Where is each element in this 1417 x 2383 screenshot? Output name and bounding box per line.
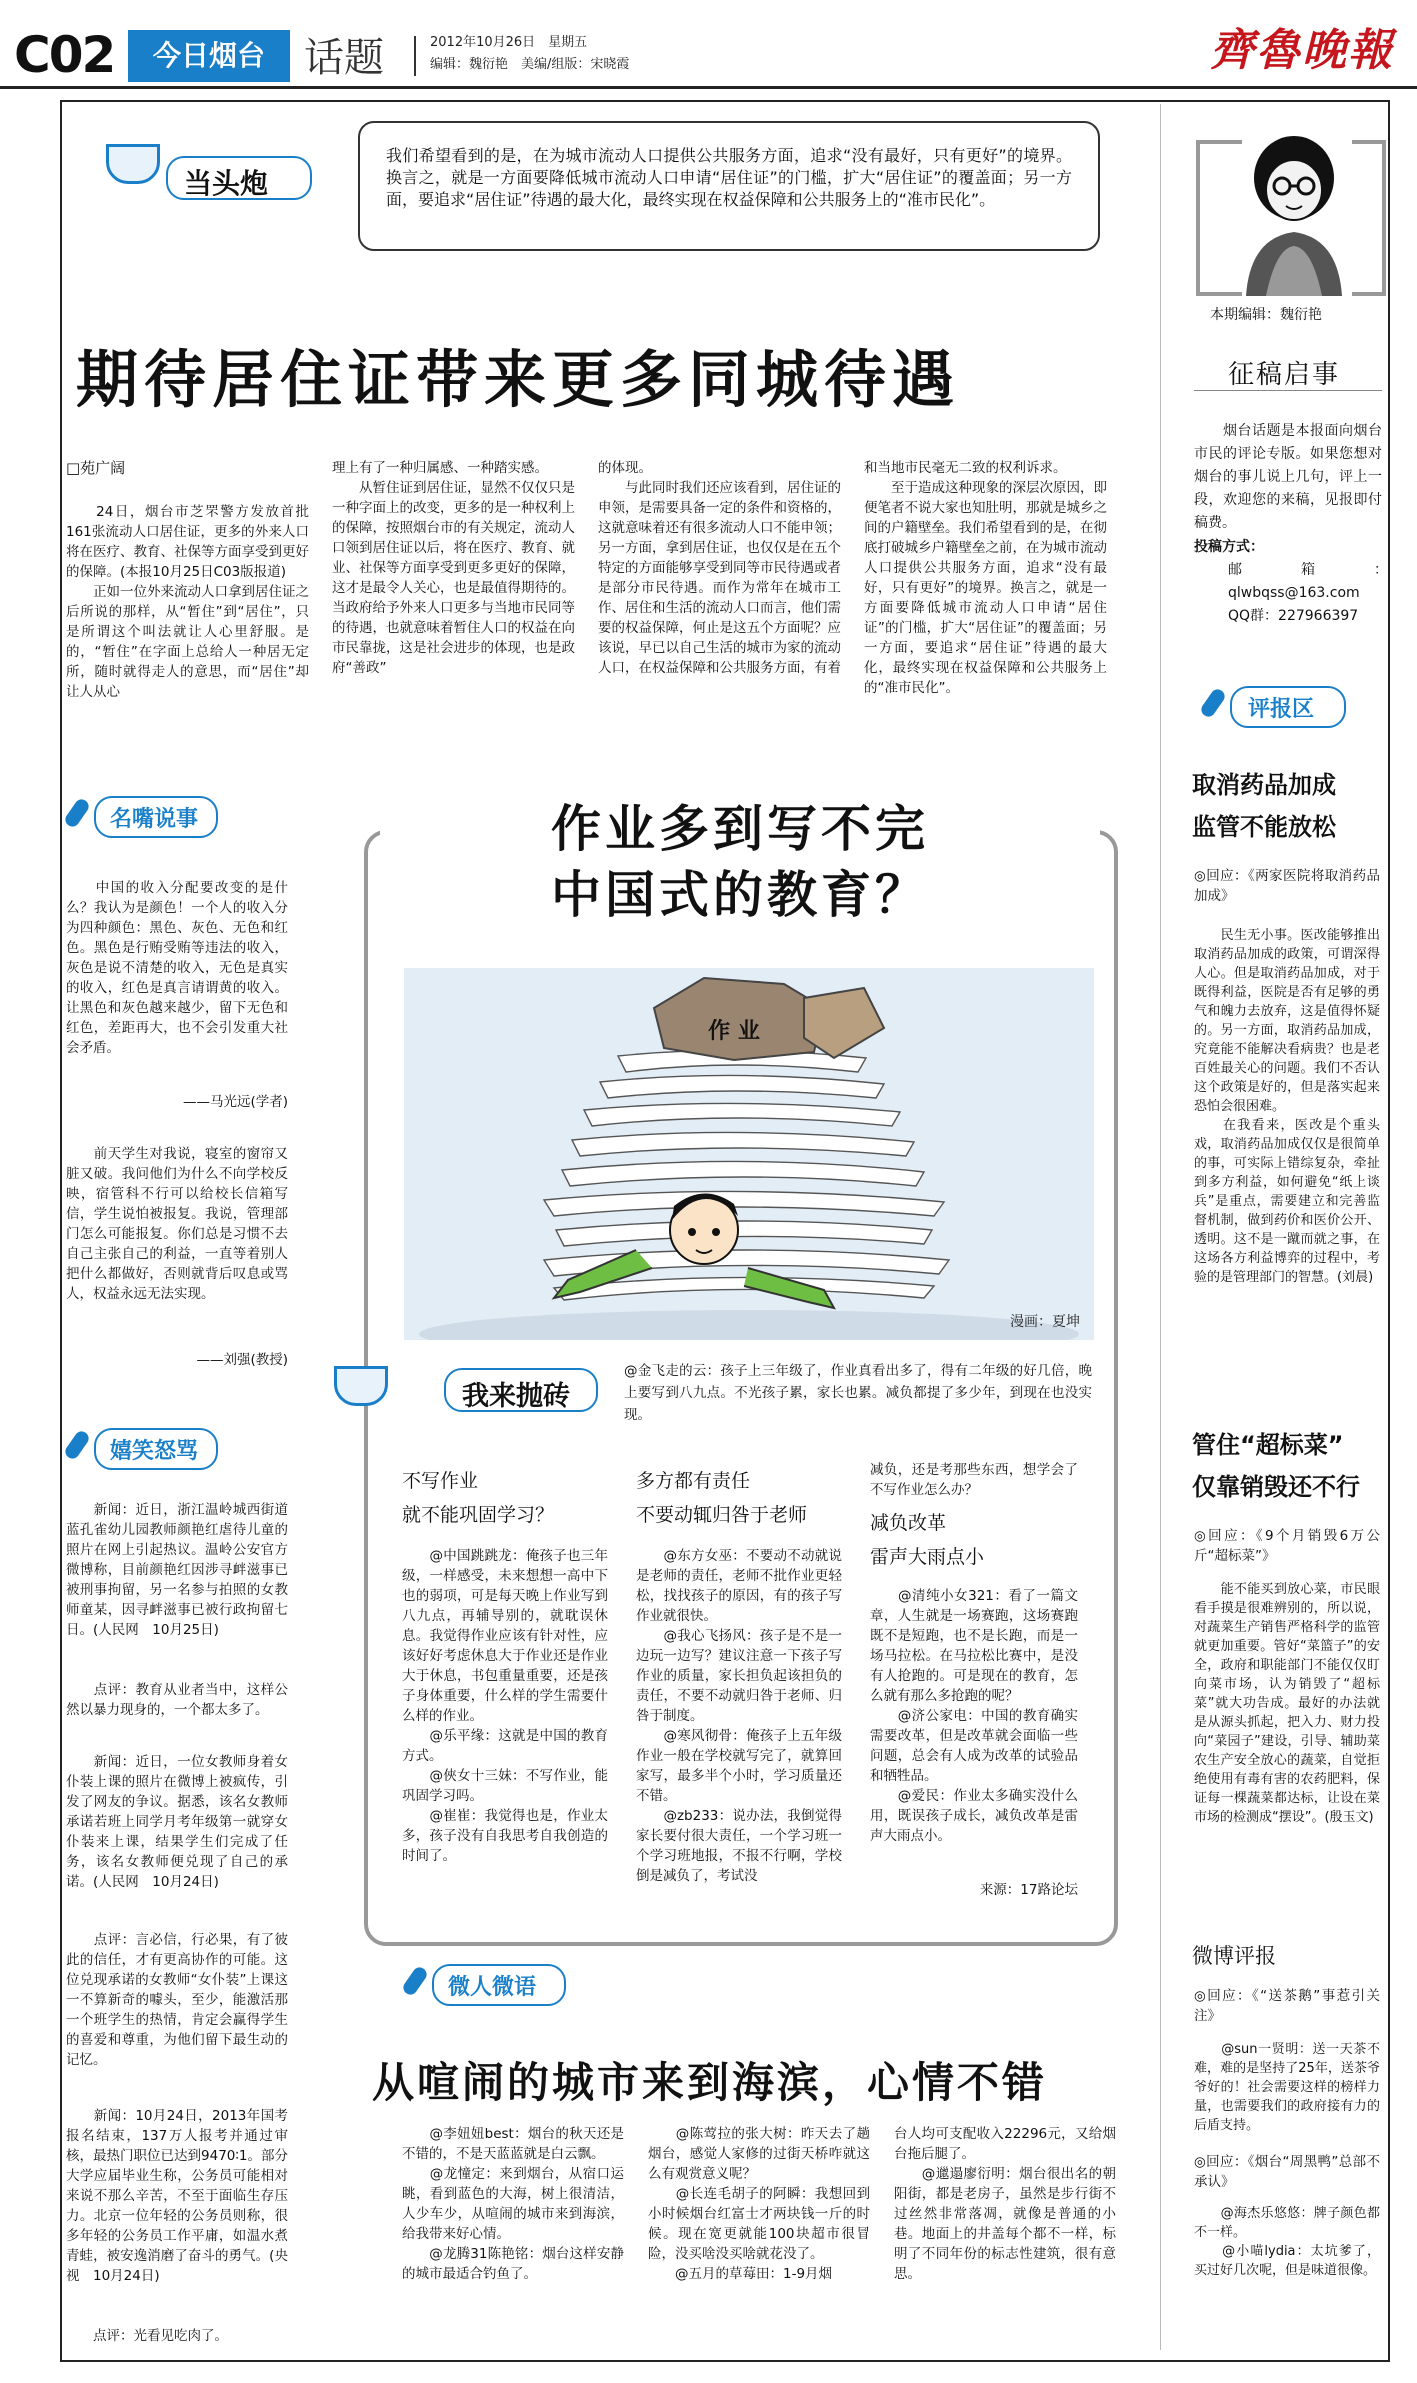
edu-col2-title-2: 不要动辄归咎于老师 [636, 1504, 808, 1526]
lead-col-2: 理上有了一种归属感、一种踏实感。 从暂住证到居住证，显然不仅仅只是一种字面上的改变，更多的是一种权利上的保障，按照烟台市的有关规定，流动人口领到居住证以后，将在医疗、教育、就业、社保等方面享受到更多更好的保障，这才是最令人关心，也是最值得期待的。当政府给予外来人口更多与当地市民同等的待遇，也就意味着暂住人口的权益在向市民靠拢，这是社会进步的体现，也是政府“善政” [332, 460, 575, 676]
section-tab: 今日烟台 [128, 30, 290, 82]
coffee-cup-icon [106, 144, 160, 184]
xixiao-comment-1: 点评：教育从业者当中，这样公然以暴力现身的，一个都太多了。 [66, 1682, 288, 1718]
microphone-icon [401, 1965, 430, 1998]
pingbao-headline-3: 微博评报 [1192, 1944, 1276, 1968]
education-intro: @金飞走的云：孩子上三年级了，作业真看出多了，得有二年级的好几倍，晚上要写到八九点。不光孩子累，家长也累。减负都提了多少年，到现在也没实现。 [624, 1363, 1092, 1423]
pingbao-headline-2 [1192, 1424, 1388, 1508]
pingbao-headline-1b: 监管不能放松 [1192, 813, 1336, 841]
badge-xixiaonuma [64, 1424, 224, 1472]
weibo-col-1: @李妞妞best：烟台的秋天还是不错的，不是天蓝蓝就是白云飘。 @龙憧定：来到烟台，从宿口运眺，看到蓝色的大海，树上很清洁，人少车少，从喧闹的城市来到海滨，给我带来好心情。 @龙腾31陈艳铭：烟台这样安静的城市最适合钓鱼了。 [402, 2126, 624, 2282]
page-number: C02 [14, 26, 115, 84]
microphone-icon [63, 797, 92, 830]
contact-email [1228, 559, 1388, 605]
contact-qq: QQ群：227966397 [1228, 608, 1359, 624]
editor-portrait-icon [1236, 128, 1352, 296]
edu-source: 来源：17路论坛 [979, 1882, 1078, 1898]
edu-col3-title [870, 1506, 984, 1574]
lead-col-1: 24日，烟台市芝罘警方发放首批161张流动人口居住证，更多的外来人口将在医疗、教育、社保等方面享受到更好的保障。(本报10月25日C03版报道) 正如一位外来流动人口拿到居住证之后所说的那样，从“暂住”到“居住”，只是所谓这个叫法就让人心里舒服。是的，“暂住”在字面上总给人一种居无定所，随时就得走人的意思，而“居住”却让人从心 [66, 504, 309, 700]
call-title-rule [1194, 390, 1382, 391]
pingbao-text-2: 能不能买到放心菜，市民眼看手摸是很难辨别的，所以说，对蔬菜生产销售严格科学的监管就更加重要。管好“菜篮子”的安全，政府和职能部门不能仅仅盯向菜市场，认为销毁了“超标菜”就大功告成。最好的办法就是从源头抓起，把入力、财力投向“菜园子”建设，引导、辅助菜农生产安全放心的蔬菜，自觉拒绝使用有毒有害的农药肥料，保证每一棵蔬菜都达标，让设在菜市场的检测成“摆设”。(殷玉文) [1194, 1582, 1380, 1825]
edu-col1-title [402, 1464, 554, 1532]
badge-weirenweiyu [402, 1960, 582, 2008]
edu-col2-title [636, 1464, 807, 1532]
edu-col2-text: @东方女巫：不要动不动就说是老师的责任，老师不批作业更轻松，找找孩子的原因，有的孩子写作业就很快。 @我心飞扬风：孩子是不是一边玩一边写？建议注意一下孩子写作业的质量，家长担负起该担负的责任，不要不动就归咎于老师、归咎于制度。 @寒风彻骨：俺孩子上五年级作业一般在学校就写完了，就算回家写，最多半个小时，学习质量还不错。 @zb233：说办法，我倒觉得家长要付很大责任，一个学习班一个学习班地报，不报不行啊，学校倒是减负了，考试没 [636, 1548, 842, 1884]
badge-mingzuishuoshi [64, 792, 224, 840]
edu-col2-title-1: 多方都有责任 [636, 1470, 751, 1492]
editor-caption: 本期编辑：魏衍艳 [1210, 307, 1322, 323]
education-headline [400, 796, 1080, 928]
header-date: 2012年10月26日 星期五 [430, 35, 588, 50]
pingbao-text-1: 民生无小事。医改能够推出取消药品加成的政策，可谓深得人心。但是取消药品加成，对于既得利益，医院是否有足够的勇气和魄力去放弃，这是值得怀疑的。另一方面，取消药品加成，究竟能不能解决看病贵？也是老百姓最关心的问题。我们不否认这个政策是好的，但是落实起来恐怕会很困难。 在我看来，医改是个重头戏，取消药品加成仅仅是很简单的事，可实际上错综复杂，牵扯到多方利益，如何避免“纸上谈兵”是重点，需要建立和完善监督机制，做到药价和医价公开、透明。这不是一蹴而就之事，在这场各方利益博弈的过程中，考验的是管理部门的智慧。(刘晨) [1194, 928, 1380, 1285]
lead-headline: 期待居住证带来更多同城待遇 [76, 343, 961, 416]
contact-label: 投稿方式： [1194, 539, 1264, 555]
mingzui-sig-1: ——马光远(学者) [182, 1094, 288, 1110]
pingbao-text-4: @海杰乐悠悠：牌子颜色都不一样。 @小喵lydia：太坑爹了，买过好几次呢，但是味道很像。 [1194, 2206, 1380, 2278]
lead-quote: 我们希望看到的是，在为城市流动人口提供公共服务方面，追求“没有最好，只有更好”的境界。换言之，就是一方面要降低城市流动人口申请“居住证”的门槛，扩大“居住证”的覆盖面；另一方面，要追求“居住证”待遇的最大化，最终实现在权益保障和公共服务上的“准市民化”。 [386, 146, 1072, 209]
mingzui-sig-2: ——刘强(教授) [196, 1352, 288, 1368]
lead-col-4: 和当地市民毫无二致的权利诉求。 至于造成这种现象的深层次原因，即便笔者不说大家也知肚明，那就是城乡之间的户籍壁垒。我们希望看到的是，在彻底打破城乡户籍壁垒之前，在为城市流动人口提供公共服务方面，追求“没有最好，只有更好”的境界。换言之，就是一方面要降低城市流动人口申请“居住证”的门槛，扩大“居住证”的覆盖面；另一方面，要追求“居住证”待遇的最大化，最终实现在权益保障和公共服务上的“准市民化”。 [864, 460, 1107, 696]
xixiao-comment-3: 点评：光看见吃肉了。 [66, 2328, 228, 2344]
badge-label: 名嘴说事 [110, 807, 199, 832]
lead-col-3: 的体现。 与此同时我们还应该看到，居住证的申领，是需要具备一定的条件和资格的，这就意味着还有很多流动人口不能申领；另一方面，拿到居住证，也仅仅是在五个特定的方面能够享受到同等市民待遇或者是部分市民待遇。而作为常年在城市工作、居住和生活的流动人口而言，他们需要的权益保障，何止是这五个方面呢？应该说，早已以自己生活的城市为家的流动人口，在权益保障和公共服务方面，有着 [598, 460, 841, 676]
badge-dangtoupao [76, 134, 316, 204]
lead-quote-bubble [358, 121, 1100, 251]
badge-label: 我来抛砖 [462, 1381, 570, 1412]
edu-col1-text: @中国跳跳龙：俺孩子也三年级，一样感受，未来想想一高中下也的弱项，可是每天晚上作业写到八九点，再辅导别的，就耽误休息。我觉得作业应该有针对性，应该好好考虑休息大于作业还是作业大于休息，书包重量重要，还是孩子身体重要，什么样的学生需要什么样的作业。 @乐平缘：这就是中国的教育方式。 @俠女十三妹：不写作业，能巩固学习吗。 @崔崔：我觉得也是，作业太多，孩子没有自我思考自我创造的时间了。 [402, 1548, 608, 1864]
mingzui-para-2: 前天学生对我说，寝室的窗帘又脏又破。我问他们为什么不向学校反映，宿管科不行可以给校长信箱写信，学生说怕被报复。我说，管理部门怎么可能报复。你们总是习惯不去自己主张自己的利益，一直等着别人把什么都做好，否则就背后叹息或骂人，权益永远无法实现。 [66, 1146, 288, 1302]
xixiao-news-1: 新闻：近日，浙江温岭城西街道蓝孔雀幼儿园教师颜艳红虐待儿童的照片在网上引起热议。温岭公安官方微博称，目前颜艳红因涉寻衅滋事已被刑事拘留，另一名参与拍照的女教师童某，因寻衅滋事已被行政拘留七日。(人民网 10月25日) [66, 1502, 288, 1638]
header-divider [414, 36, 416, 76]
edu-col3-title-2: 雷声大雨点小 [870, 1546, 985, 1568]
pingbao-ref-1: ◎回应：《两家医院将取消药品加成》 [1194, 868, 1380, 904]
homework-cartoon [404, 968, 1094, 1340]
weibo-col-3: 台人均可支配收入22296元，又给烟台拖后腿了。 @邋遢廖衍明：烟台很出名的朝阳街，都是老房子，虽然是步行街不过丝然非常落凋，就像是普通的小巷。地面上的井盖每个都不一样，标明了不同年份的标志性建筑，很有意思。 [894, 2126, 1116, 2282]
pingbao-text-3: @sun一贤明：送一天茶不难，难的是坚持了25年，送茶爷爷好的！社会需要这样的榜样力量，也需要我们的政府接有力的后盾支持。 [1194, 2042, 1380, 2133]
newspaper-logo: 齊魯晚報 [1210, 25, 1394, 76]
cartoon-label: 作 业 [708, 1019, 760, 1044]
badge-wolaipaozhuan [306, 1354, 616, 1418]
pingbao-headline-2a: 管住“超标菜” [1192, 1431, 1344, 1459]
pingbao-ref-3: ◎回应：《“送茶鹅”事惹引关注》 [1194, 1988, 1380, 2024]
lead-byline: □苑广阔 [66, 459, 126, 477]
call-for-papers-text: 烟台话题是本报面向烟台市民的评论专版。如果您想对烟台的事儿说上几句，评上一段，欢迎您的来稿，见报即付稿费。 [1194, 423, 1382, 531]
badge-label: 嬉笑怒骂 [110, 1439, 199, 1464]
header-rule [0, 86, 1417, 89]
cartoon-credit: 漫画：夏坤 [1010, 1314, 1080, 1330]
badge-label: 当头炮 [184, 167, 269, 200]
pingbao-headline-1 [1192, 764, 1388, 848]
microphone-icon [63, 1429, 92, 1462]
right-column-divider [1160, 104, 1161, 2350]
edu-col3-title-1: 减负改革 [870, 1512, 947, 1534]
weibo-col-2: @陈莺拉的张大树：昨天去了趟烟台，感觉人家修的过街天桥咋就这么有观赏意义呢？ @长连毛胡子的阿瞬：我想回到小时候烟台红富士才两块钱一斤的时候。现在宽更就能100块超市很冒险，没买啥没买啥就花没了。 @五月的草莓田：1-9月烟 [648, 2126, 870, 2282]
xixiao-comment-2: 点评：言必信，行必果，有了彼此的信任，才有更高协作的可能。这位兑现承诺的女教师“女仆装”上课这一不算新奇的噱头，至少，能激活那一个班学生的热情，肯定会赢得学生的喜爱和尊重，为他们留下最生动的记忆。 [66, 1932, 288, 2068]
header-editors: 编辑：魏衍艳 美编/组版：宋晓霞 [430, 57, 630, 72]
weibo-headline: 从喧闹的城市来到海滨，心情不错 [372, 2058, 1048, 2107]
xixiao-news-3: 新闻：10月24日，2013年国考报名结束，137万人报考并通过审核，最热门职位已达到9470∶1。部分大学应届毕业生称，公务员可能相对来说不那么辛苦，不至于面临生存压力。北京一位年轻的公务员则称，很多年轻的公务员工作平庸，如温水煮青蛙，被安逸消磨了奋斗的勇气。(央视 10月24日) [66, 2108, 288, 2284]
pingbao-ref-4: ◎回应：《烟台“周黑鸭”总部不承认》 [1194, 2154, 1380, 2190]
badge-label: 评报区 [1248, 697, 1315, 722]
education-headline-line2: 中国式的教育？ [551, 866, 929, 924]
microphone-icon [1199, 687, 1228, 720]
header-meta [430, 32, 629, 76]
xixiao-news-2: 新闻：近日，一位女教师身着女仆装上课的照片在微博上被疯传，引发了网友的争议。据悉，该名女教师承诺若班上同学月考年级第一就穿女仆装来上课，结果学生们完成了任务，该名女教师便兑现了自己的承诺。(人民网 10月24日) [66, 1754, 288, 1890]
edu-col1-title-1: 不写作业 [402, 1470, 479, 1492]
edu-col1-title-2: 就不能巩固学习？ [402, 1504, 555, 1526]
call-for-papers-title: 征稿启事 [1228, 360, 1341, 390]
badge-label: 微人微语 [448, 1975, 537, 2000]
email-label: 邮箱： [1228, 562, 1388, 578]
email-value: qlwbqss@163.com [1228, 585, 1360, 601]
badge-pingbaoqu [1196, 682, 1386, 730]
mingzui-para-1: 中国的收入分配要改变的是什么？我认为是颜色！一个人的收入分为四种颜色：黑色、灰色、无色和红色。黑色是行贿受贿等违法的收入，灰色是说不清楚的收入，无色是真实的收入，红色是真言请谓黄的收入。让黑色和灰色越来越少，留下无色和红色，差距再大，也不会引发重大社会矛盾。 [66, 880, 288, 1056]
edu-col3-text: @清纯小女321：看了一篇文章，人生就是一场赛跑，这场赛跑既不是短跑，也不是长跑，而是一场马拉松。在马拉松比赛中，是没有人抢跑的。可是现在的教育，怎么就有那么多抢跑的呢？ @济公家电：中国的教育确实需要改革，但是改革就会面临一些问题，总会有人成为改革的试验品和牺牲品。 @爱民：作业太多确实没什么用，既误孩子成长，减负改革是雷声大雨点小。 [870, 1588, 1078, 1844]
pingbao-ref-2: ◎回应：《9个月销毁6万公斤“超标菜”》 [1194, 1528, 1380, 1564]
bracket-right [1352, 140, 1386, 296]
pingbao-headline-1a: 取消药品加成 [1192, 771, 1336, 799]
column-title: 话题 [304, 35, 384, 81]
coffee-cup-icon [334, 1366, 388, 1406]
education-headline-line1: 作业多到写不完 [551, 800, 929, 858]
edu-col3-top: 减负，还是考那些东西，想学会了不写作业怎么办？ [870, 1462, 1078, 1498]
pingbao-headline-2b: 仅靠销毁还不行 [1192, 1473, 1360, 1501]
